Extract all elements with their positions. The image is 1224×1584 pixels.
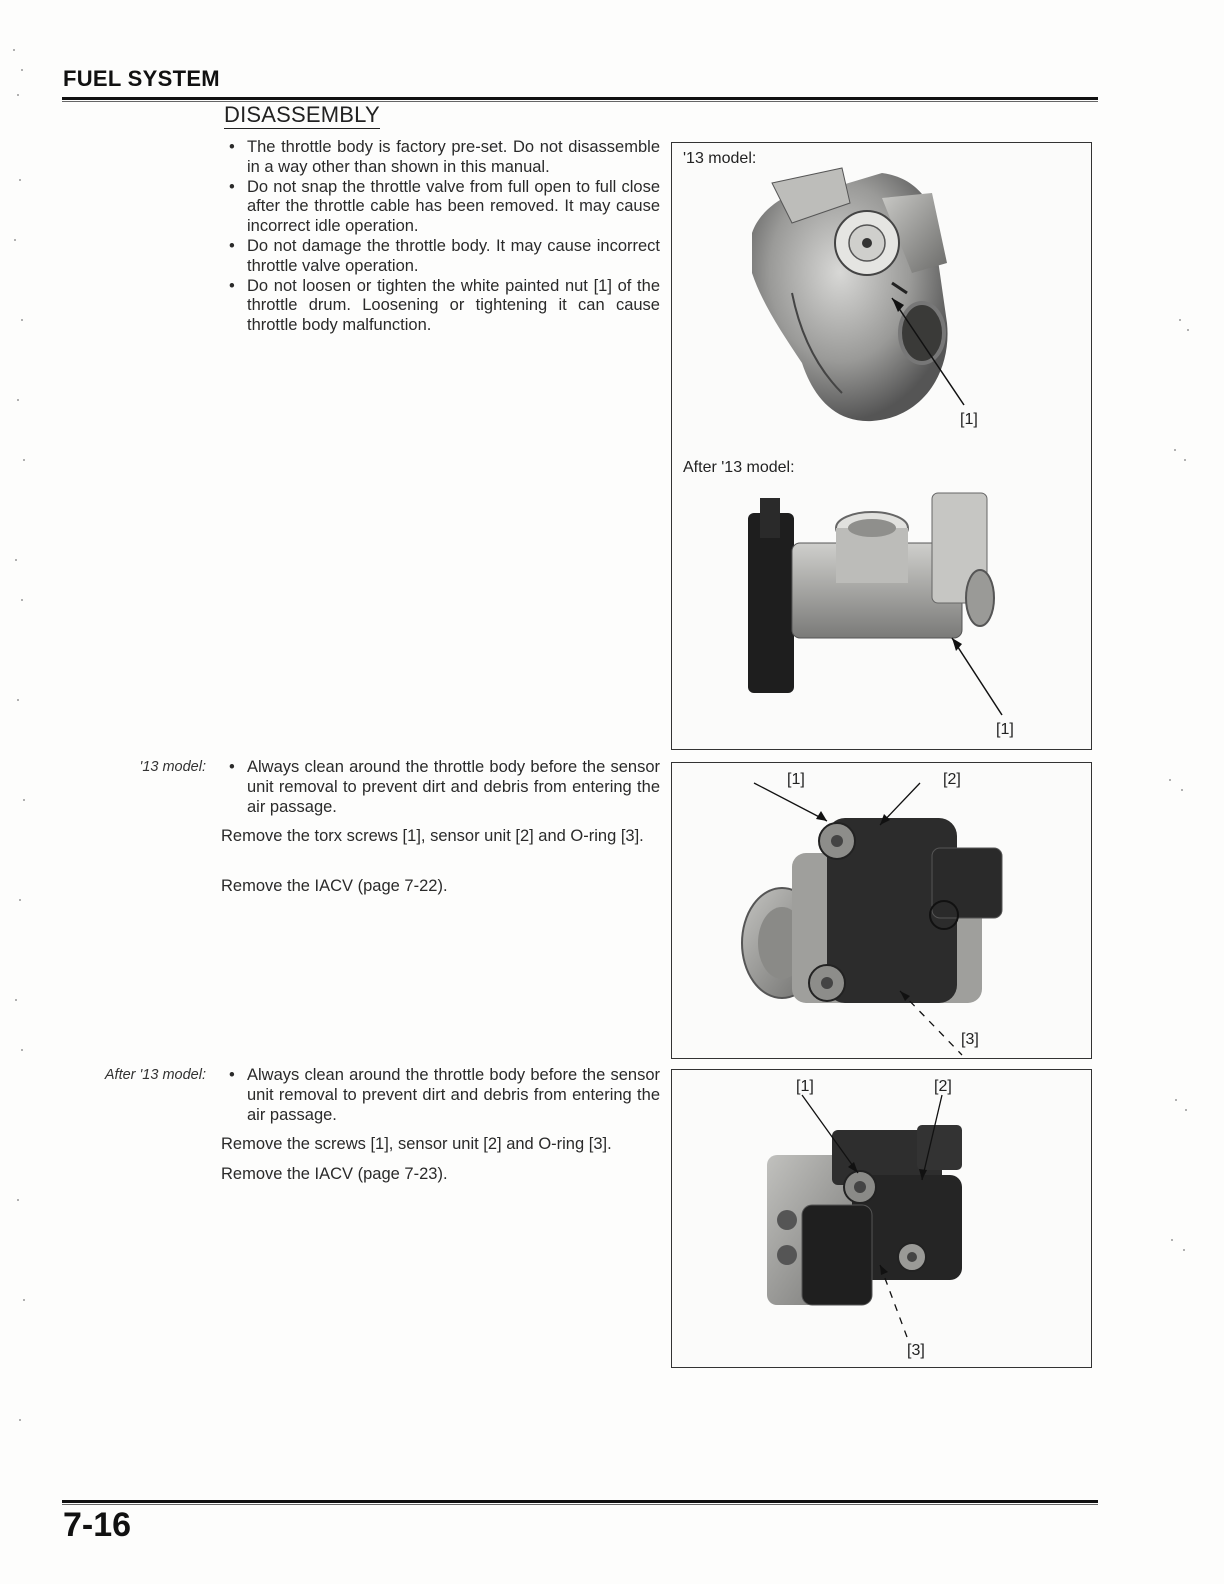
callout-1: [1] [996,721,1014,738]
page-heading: DISASSEMBLY [224,102,380,127]
callout-1: [1] [960,411,978,428]
bullet-item: • Do not loosen or tighten the white painted nut [1] of the throttle drum. Loosening or tightening it can cause throttle body malfunction. [226,277,660,336]
section-title: FUEL SYSTEM [63,66,220,91]
bullet-item: • The throttle body is factory pre-set. Do not disassemble in a way other than shown in this manual. [226,138,660,178]
instruction-remove-iacv: Remove the IACV (page 7-22). [221,877,448,895]
instruction-remove-sensor: Remove the torx screws [1], sensor unit [2] and O-ring [3]. [221,827,644,845]
bullet-item: • Always clean around the throttle body before the sensor unit removal to prevent dirt and debris from entering the air passage. [226,758,660,817]
callout-1: [1] [796,1078,814,1095]
callout-3: [3] [907,1342,925,1359]
callout-2: [2] [943,771,961,788]
callout-1: [1] [787,771,805,788]
model-label-13: '13 model: [139,759,206,775]
callout-3: [3] [961,1031,979,1048]
bullet-item: • Do not damage the throttle body. It may cause incorrect throttle valve operation. [226,237,660,277]
page-number: 7-16 [63,1506,132,1544]
figure-label-13-model: '13 model: [683,150,757,167]
callout-2: [2] [934,1078,952,1095]
bullet-item: • Always clean around the throttle body before the sensor unit removal to prevent dirt and debris from entering the air passage. [226,1066,660,1125]
instruction-remove-iacv: Remove the IACV (page 7-23). [221,1165,448,1183]
instruction-remove-sensor: Remove the screws [1], sensor unit [2] and O-ring [3]. [221,1135,612,1153]
figure-label-after-13-model: After '13 model: [683,459,795,476]
bullet-item: • Do not snap the throttle valve from full open to full close after the throttle cable has been removed. It may cause incorrect idle operation. [226,178,660,237]
model-label-after-13: After '13 model: [104,1067,206,1083]
